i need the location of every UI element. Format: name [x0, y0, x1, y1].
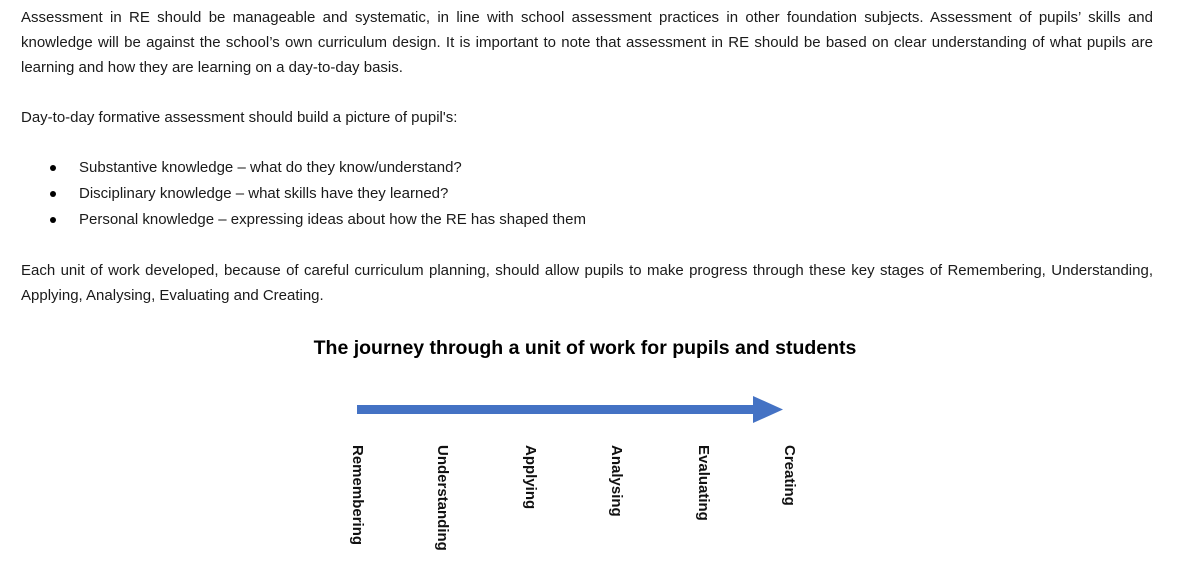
bullet-personal-knowledge — [0, 207, 1000, 233]
bullet-text: Disciplinary knowledge – what skills have they learned? — [79, 185, 449, 202]
stage-analysing: Analysing — [608, 445, 625, 517]
stage-evaluating: Evaluating — [695, 445, 712, 521]
knowledge-bullet-list — [0, 155, 1000, 233]
bullet-substantive-knowledge — [0, 155, 1000, 181]
intro-paragraph: Assessment in RE should be manageable and systematic, in line with school assessment practices in other foundation subjects. Assessment of pupils’ skills and knowledge will be against the school’s own curriculum design. It is important to note that assessment in RE should be based on clear understanding of what pupils are learning and how they are learning on a day-to-day basis. — [21, 9, 1153, 76]
bullet-dot-icon — [50, 165, 56, 171]
bullet-dot-icon — [50, 191, 56, 197]
stage-understanding: Understanding — [434, 445, 451, 551]
bullet-disciplinary-knowledge — [0, 181, 1000, 207]
stage-remembering: Remembering — [349, 445, 366, 546]
bullet-text: Substantive knowledge – what do they know/understand? — [79, 159, 462, 176]
stage-applying: Applying — [522, 445, 539, 510]
bullet-dot-icon — [50, 217, 56, 223]
stage-creating: Creating — [781, 445, 798, 506]
progress-arrow-icon — [356, 394, 786, 426]
progress-paragraph: Each unit of work developed, because of careful curriculum planning, should allow pupils to make progress through these key stages of Remembering, Understanding, Applying, Analysing, Evaluating and Creating. — [21, 262, 1153, 304]
bullet-text: Personal knowledge – expressing ideas about how the RE has shaped them — [79, 211, 586, 228]
diagram-title: The journey through a unit of work for pupils and students — [313, 337, 857, 359]
formative-assessment-paragraph: Day-to-day formative assessment should build a picture of pupil's: — [21, 109, 458, 126]
